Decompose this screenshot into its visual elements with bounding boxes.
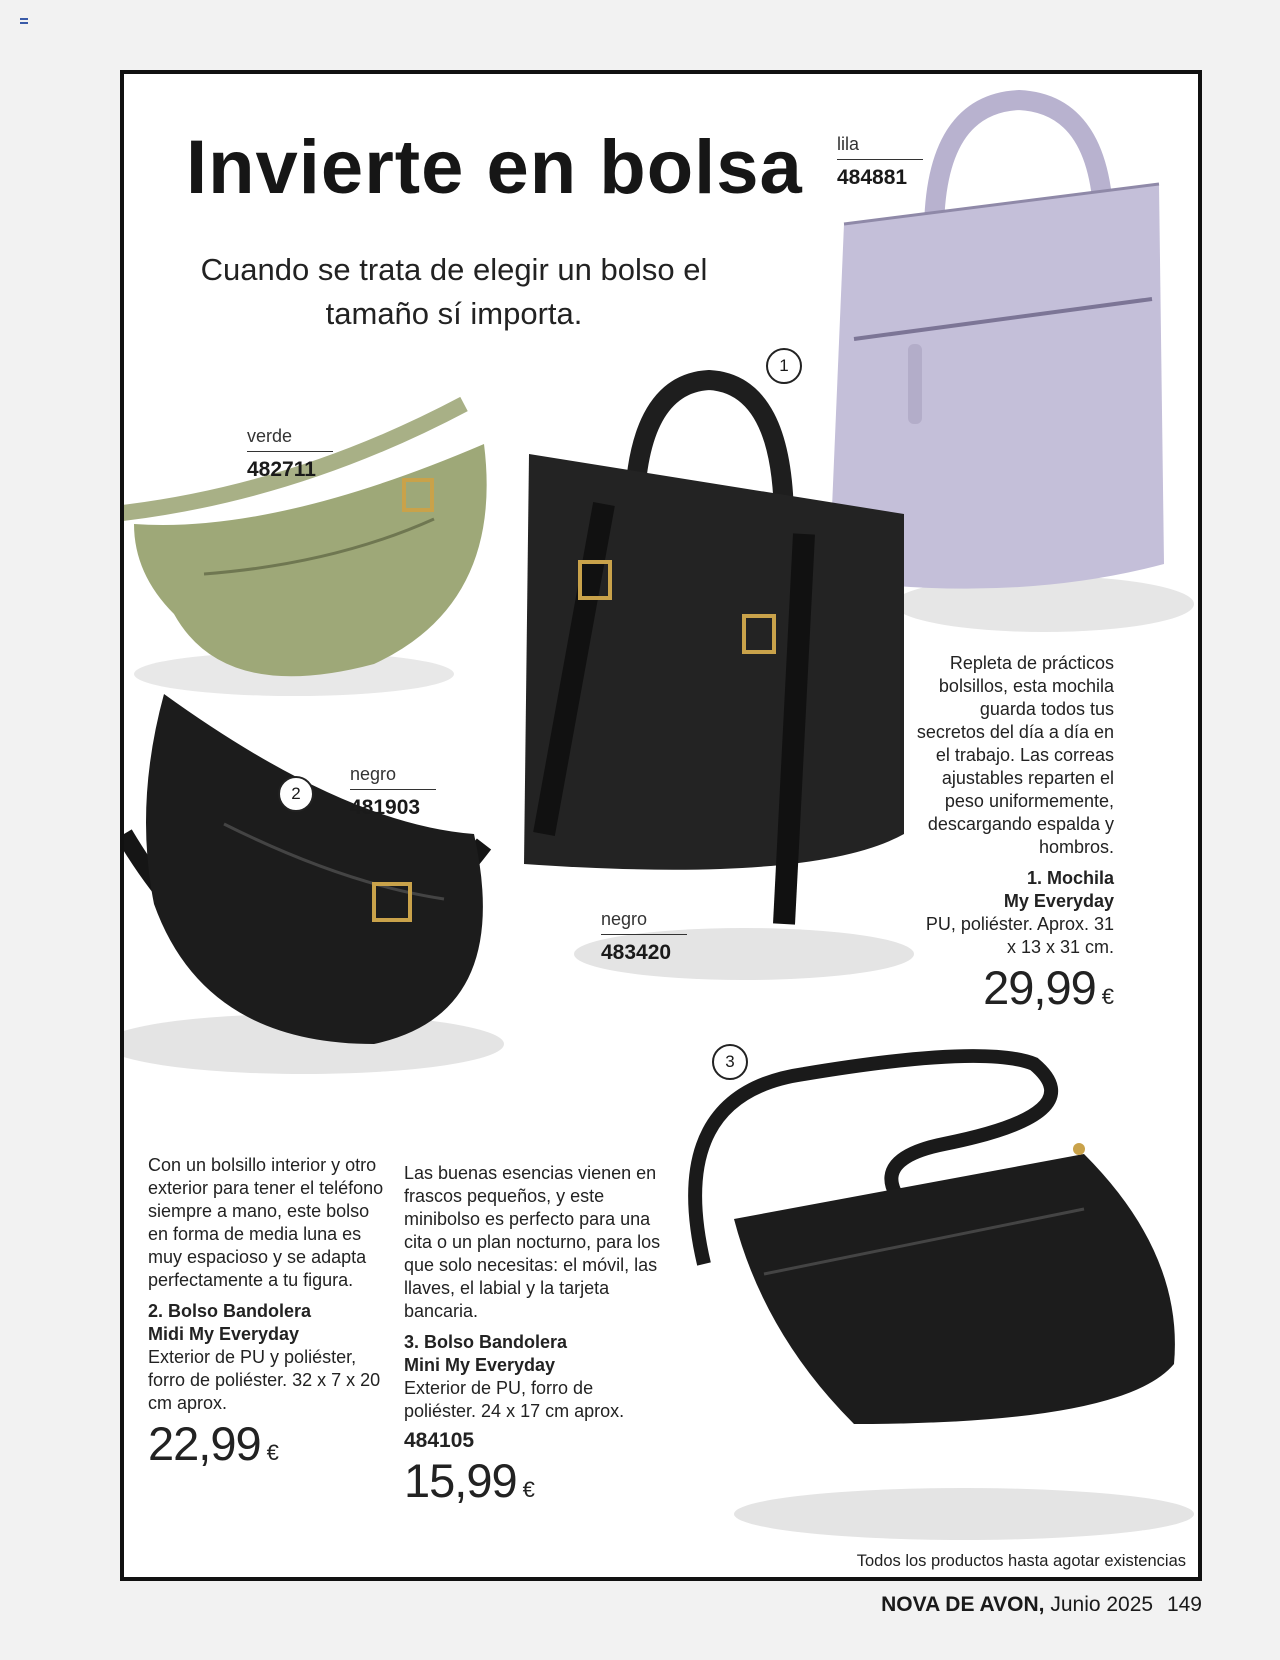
product-name: Mini My Everyday — [404, 1355, 556, 1375]
tag-color-label: verde — [247, 426, 333, 452]
product-spec: Exterior de PU, forro de poliéster. 24 x 17 cm aprox. — [404, 1378, 625, 1421]
catalog-page — [120, 70, 1202, 1581]
tag-product-code: 482711 — [247, 458, 316, 481]
negro-mini-bag-image — [644, 1004, 1202, 1544]
product-spec: Exterior de PU y poliéster, forro de poliéster. 32 x 7 x 20 cm aprox. — [148, 1347, 381, 1413]
product-name: 2. Bolso Bandolera — [148, 1301, 312, 1321]
currency-symbol: € — [522, 1477, 535, 1502]
tag-lila — [837, 134, 923, 190]
negro-midi-bag-image — [120, 674, 524, 1094]
badge-3: 3 — [712, 1044, 748, 1080]
page-footer — [881, 1593, 1202, 1617]
product-name: 1. Mochila — [1026, 868, 1114, 888]
currency-symbol: € — [1101, 984, 1114, 1009]
page-number: 149 — [1166, 1593, 1202, 1616]
negro-backpack-image — [484, 364, 924, 984]
product-name: 3. Bolso Bandolera — [404, 1332, 568, 1352]
disclaimer: Todos los productos hasta agotar existencias — [856, 1552, 1186, 1570]
product-mini — [404, 1162, 666, 1515]
price-value: 15,99 — [404, 1454, 517, 1507]
badge-2: 2 — [278, 776, 314, 812]
tag-product-code: 484881 — [837, 166, 908, 189]
currency-symbol: € — [266, 1440, 279, 1465]
page-title: Invierte en bolsa — [186, 125, 803, 210]
product-code: 484105 — [404, 1429, 475, 1452]
tag-verde — [247, 426, 333, 482]
menu-icon[interactable] — [20, 18, 28, 26]
badge-1: 1 — [766, 348, 802, 384]
product-midi — [148, 1154, 386, 1478]
brand-name: NOVA DE AVON, — [881, 1593, 1045, 1616]
product-name: Midi My Everyday — [148, 1324, 300, 1344]
product-price — [404, 1456, 666, 1515]
price-value: 22,99 — [148, 1417, 261, 1470]
tag-color-label: negro — [601, 909, 687, 935]
tag-product-code: 483420 — [601, 941, 672, 964]
product-spec: PU, poliéster. Aprox. 31 x 13 x 31 cm. — [925, 914, 1114, 957]
price-value: 29,99 — [983, 961, 1096, 1014]
tag-color-label: negro — [350, 764, 436, 790]
product-description: Las buenas esencias vienen en frascos pequeños, y este minibolso es perfecto para una cita o un plan nocturno, para los que solo necesitas: el móvil, las llaves, el labial y la tarjeta bancaria. — [404, 1163, 661, 1321]
product-price — [148, 1419, 386, 1478]
tag-negro-mochila — [601, 909, 687, 965]
page-subtitle: Cuando se trata de elegir un bolso el tamaño sí importa. — [200, 252, 708, 331]
tag-product-code: 481903 — [350, 796, 421, 819]
tag-negro-midi — [350, 764, 436, 820]
product-description: Con un bolsillo interior y otro exterior para tener el teléfono siempre a mano, este bolso en forma de media luna es muy espacioso y se adapta perfectamente a tu figura. — [148, 1155, 384, 1290]
tag-color-label: lila — [837, 134, 923, 160]
product-mochila — [914, 652, 1114, 1022]
product-price — [914, 963, 1114, 1022]
product-description: Repleta de prácticos bolsillos, esta mochila guarda todos tus secretos del día a día en el trabajo. Las correas ajustables reparten el peso uniformemente, descargando espalda y hombros. — [916, 653, 1114, 857]
product-name: My Everyday — [1003, 891, 1114, 911]
issue-date: Junio 2025 — [1050, 1593, 1154, 1616]
